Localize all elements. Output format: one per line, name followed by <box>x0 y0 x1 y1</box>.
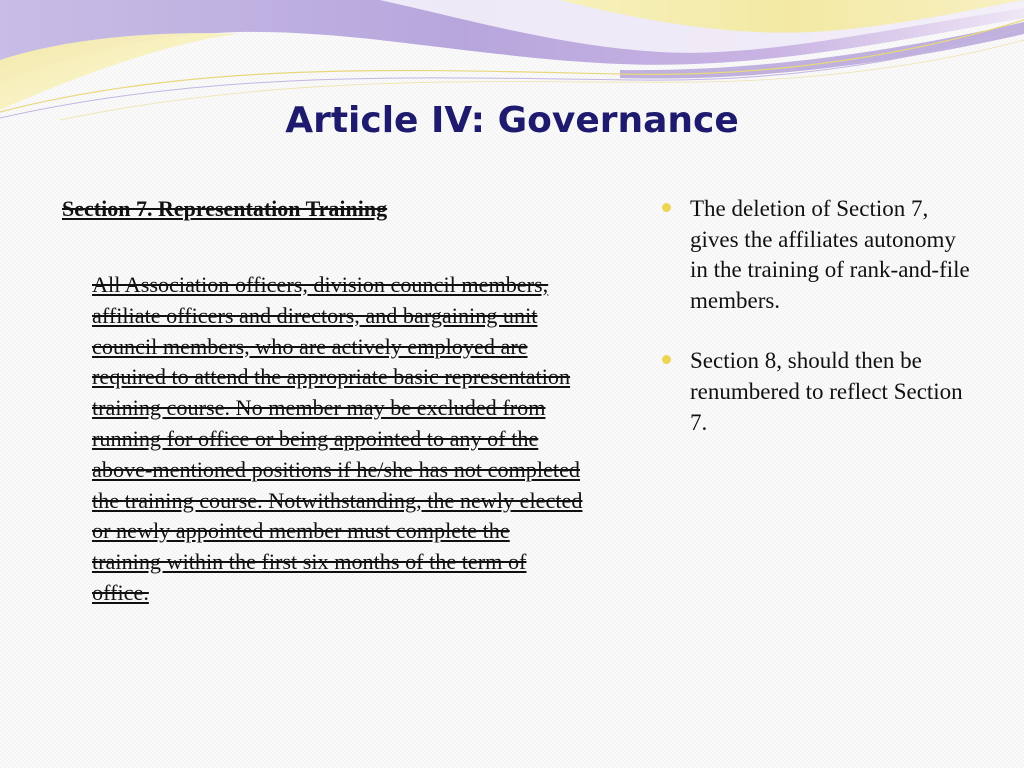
bullet-text: Section 8, should then be renumbered to reflect Section 7. <box>690 348 963 435</box>
section-7-block <box>62 194 602 609</box>
bullet-text: The deletion of Section 7, gives the affiliates autonomy in the training of rank-and-file members. <box>690 196 970 313</box>
bullet-dot-icon <box>662 355 671 364</box>
section-body-text: All Association officers, division council members, affiliate officers and directors, and bargaining unit council members, who are actively employed are required to attend the appropriate basic representation training course. No member may be excluded from running for office or being appointed to any of the above-mentioned positions if he/she has not completed the training course. Notwithstanding, the newly elected or newly appointed member must complete the training within the first six months of the term of office. <box>92 272 583 605</box>
commentary-bullets <box>660 194 970 468</box>
bullet-item <box>660 346 970 438</box>
bullet-dot-icon <box>662 203 671 212</box>
bullet-item <box>660 194 970 316</box>
section-heading: Section 7. Representation Training <box>62 196 388 221</box>
slide-title: Article IV: Governance <box>285 100 739 141</box>
